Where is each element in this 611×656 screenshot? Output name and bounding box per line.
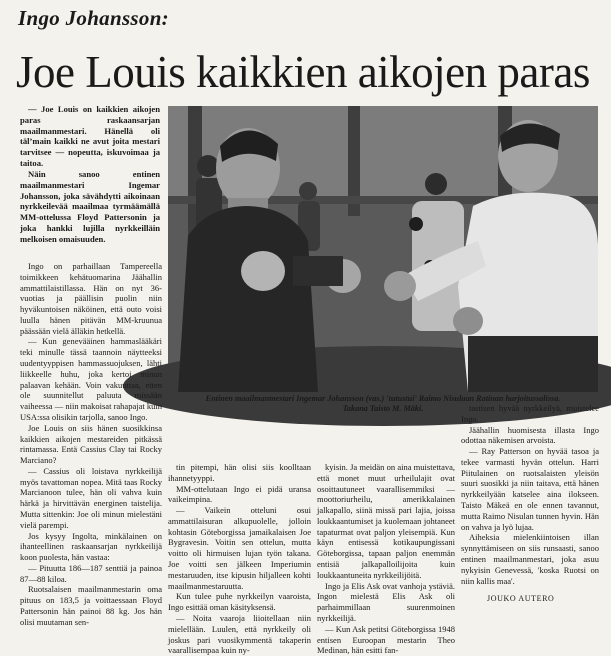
boxing-training-photo [168, 106, 598, 392]
paragraph: Ruotsalaisen maailmanmestarin oma pituus on 183,5 ja voittaessaan Floyd Pattersonin hän painoi 88 kg. Jos hän olisi muutaman sen- [20, 584, 162, 627]
headline: Joe Louis kaikkien aikojen paras [16, 47, 590, 97]
paragraph: Joe Louis on siis hänen suosikkinsa kaikkien aikojen mestareiden pitkässä rintamassa. Entä Cassius Clay tai Rocky Marciano? [20, 422, 162, 466]
paragraph: MM-ottelutaan Ingo ei pidä uransa vaikeimpina. [168, 483, 311, 505]
caption-line: Entinen maailmanmestari Ingemar Johansson (vas.) 'tutustui' Raimo Nisulaan Ratinan harjoitussalissa. [205, 394, 561, 403]
paragraph: Jäähallin huomisesta illasta Ingo odottaa näkemisen arvoista. [461, 424, 599, 446]
paragraph: tin pitempi, hän olisi siis koolltaan ihannetyyppi. [168, 462, 311, 483]
paragraph: — Cassius oli loistava nyrkkeilijä myös tavattoman nopea. Mitä taas Rocky Marcianoon tulee, hän oli vahva kuin härkä ja hirvittävän energinen taistelija. Mutta sittenkin: Joe oli minun mielestäni vielä parempi. [20, 465, 162, 530]
lead-paragraph: — Joe Louis on kaikkien aikojen paras raskaansarjan maailmanmestari. Hänellä oli täl’main kaikki ne avut joita mestari tarvitsee — nopeutta, iskuvoimaa ja taitoa. [20, 104, 160, 169]
article-column-2 [168, 462, 311, 656]
caption-line: Takana Taisto M. Mäki. [342, 404, 424, 414]
paragraph: Jos kysyy Ingolta, minkälainen on ihanteellinen raskaansarjan nyrkkeilijä koon puolesta, hän vastaa: [20, 530, 162, 563]
paragraph: — Pituutta 186—187 senttiä ja painoa 87—88 kiloa. [20, 562, 162, 584]
lead-paragraph: Näin sanoo entinen maailmanmestari Ingemar Johansson, joka sävähdytti aikoinaan nyrkkeilevää maailmaa tyrmäämällä MM-ottelussa Floyd Pattersonin ja joka hankki lujilla nyrkkeilläin melkoisen omaisuuden. [20, 168, 160, 244]
article-column-1 [20, 261, 162, 627]
article-column-4 [461, 403, 599, 593]
kicker: Ingo Johansson: [18, 6, 169, 30]
paragraph: — Noita vaaroja liioitellaan niin mielellään. Luulen, että nyrkkeily oli joskus pari vuosikymmentä takaperin vaarallisempaa kuin ny- [168, 612, 311, 656]
paragraph: Ingo on parhaillaan Tampereella toimikkeen kehätuomarina Jäähallin ammattilaistillassa. Hän on nyt 36-vuotias ja päällisin puolin niin hyväkuntoisen näköinen, että outo voisi luulla hänen pitävän MM-kruunua päässään vielä älläkin hetkellä. [20, 261, 162, 336]
paragraph: — Kun Ask petitsi Göteborgissa 1948 entisen Euroopan mestarin Theo Medinan, hän esitti fan- [317, 623, 455, 656]
lead-paragraphs [20, 104, 160, 245]
paragraph: tastisen hyvää nyrkkeilyä, muistelee Ingo. [461, 403, 599, 424]
paragraph: — Kun genevääinen hammaslääkäri teki minulle tässä taannoin näytteeksi uudentyyppisen hammassuojuksen, lähti liikkeelle huhu, joka kertoi minun palaavan kehään. Voin vakuuttaa, etten ole suunnitellut paluuta missään vaiheessa — niin makoisat rahapajat kuin USA:ssa olisikin tarjolla, sanoo Ingo. [20, 336, 162, 422]
paragraph: Kun tulee puhe nyrkkeilyn vaaroista, Ingo esittää oman käsityksensä. [168, 591, 311, 613]
paragraph: — Ray Patterson on hyvää tasoa ja tekee varmasti hyvän ottelun. Harri Piitulainen on ruotsalaisten yleisön suuri suosikki ja niin taitava, että hänen nyrkkeilyään katselee aina ilokseen. Taisto Mäkeä en ole ennen tavannut, mutta Raimo Nisulan tunnen hyvin. Hän on vahva ja lyö lujaa. [461, 446, 599, 532]
paragraph: kyisin. Ja meidän on aina muistettava, että monet muut urheilulajit ovat osoittautuneet vaarallisemmiksi — moottoriurheilu, amerikkalainen jalkapallo, siinä missä pari lajia, joissa loukkaantumiset ja kuolemaan johtaneet tapaturmat ovat paljon yleisempiä. Kun käyn entisessä kotikaupungissani Göteborgissa, tapaan paljon enemmän entisiä jalkapalloilijoita kuin loukkaantuneita nyrkkeilijöitä. [317, 462, 455, 580]
article-column-3 [317, 462, 455, 656]
paragraph: Ingo ja Elis Ask ovat vanhoja ystäviä. Ingon mielestä Elis Ask oli parhaimmillaan suurenmoinen nyrkkeilijä. [317, 580, 455, 623]
paragraph: — Vaikein otteluni osui ammattilaisuran alkupuolelle, jolloin kohtasin Göteborgissa jamaikalaisen Joe Bygravesin. Voitin sen ottelun, mutta voitto oli hirmuisen lujan työn takana. Joe voitti sen jälkeen Imperiumin mestaruuden, itse kipusin hiljalleen kohti maailmanmestaruutta. [168, 505, 311, 591]
byline: JOUKO AUTERO [487, 594, 555, 603]
photo-illustration [168, 106, 598, 392]
paragraph: Aiheksia mielenkiintoisen illan synnyttämiseen on siis runsaasti, sanoo entinen maailmanmestari, joka asuu nykyisin Genevessä, 'koska Ruotsi on niin kallis maa'. [461, 532, 599, 586]
